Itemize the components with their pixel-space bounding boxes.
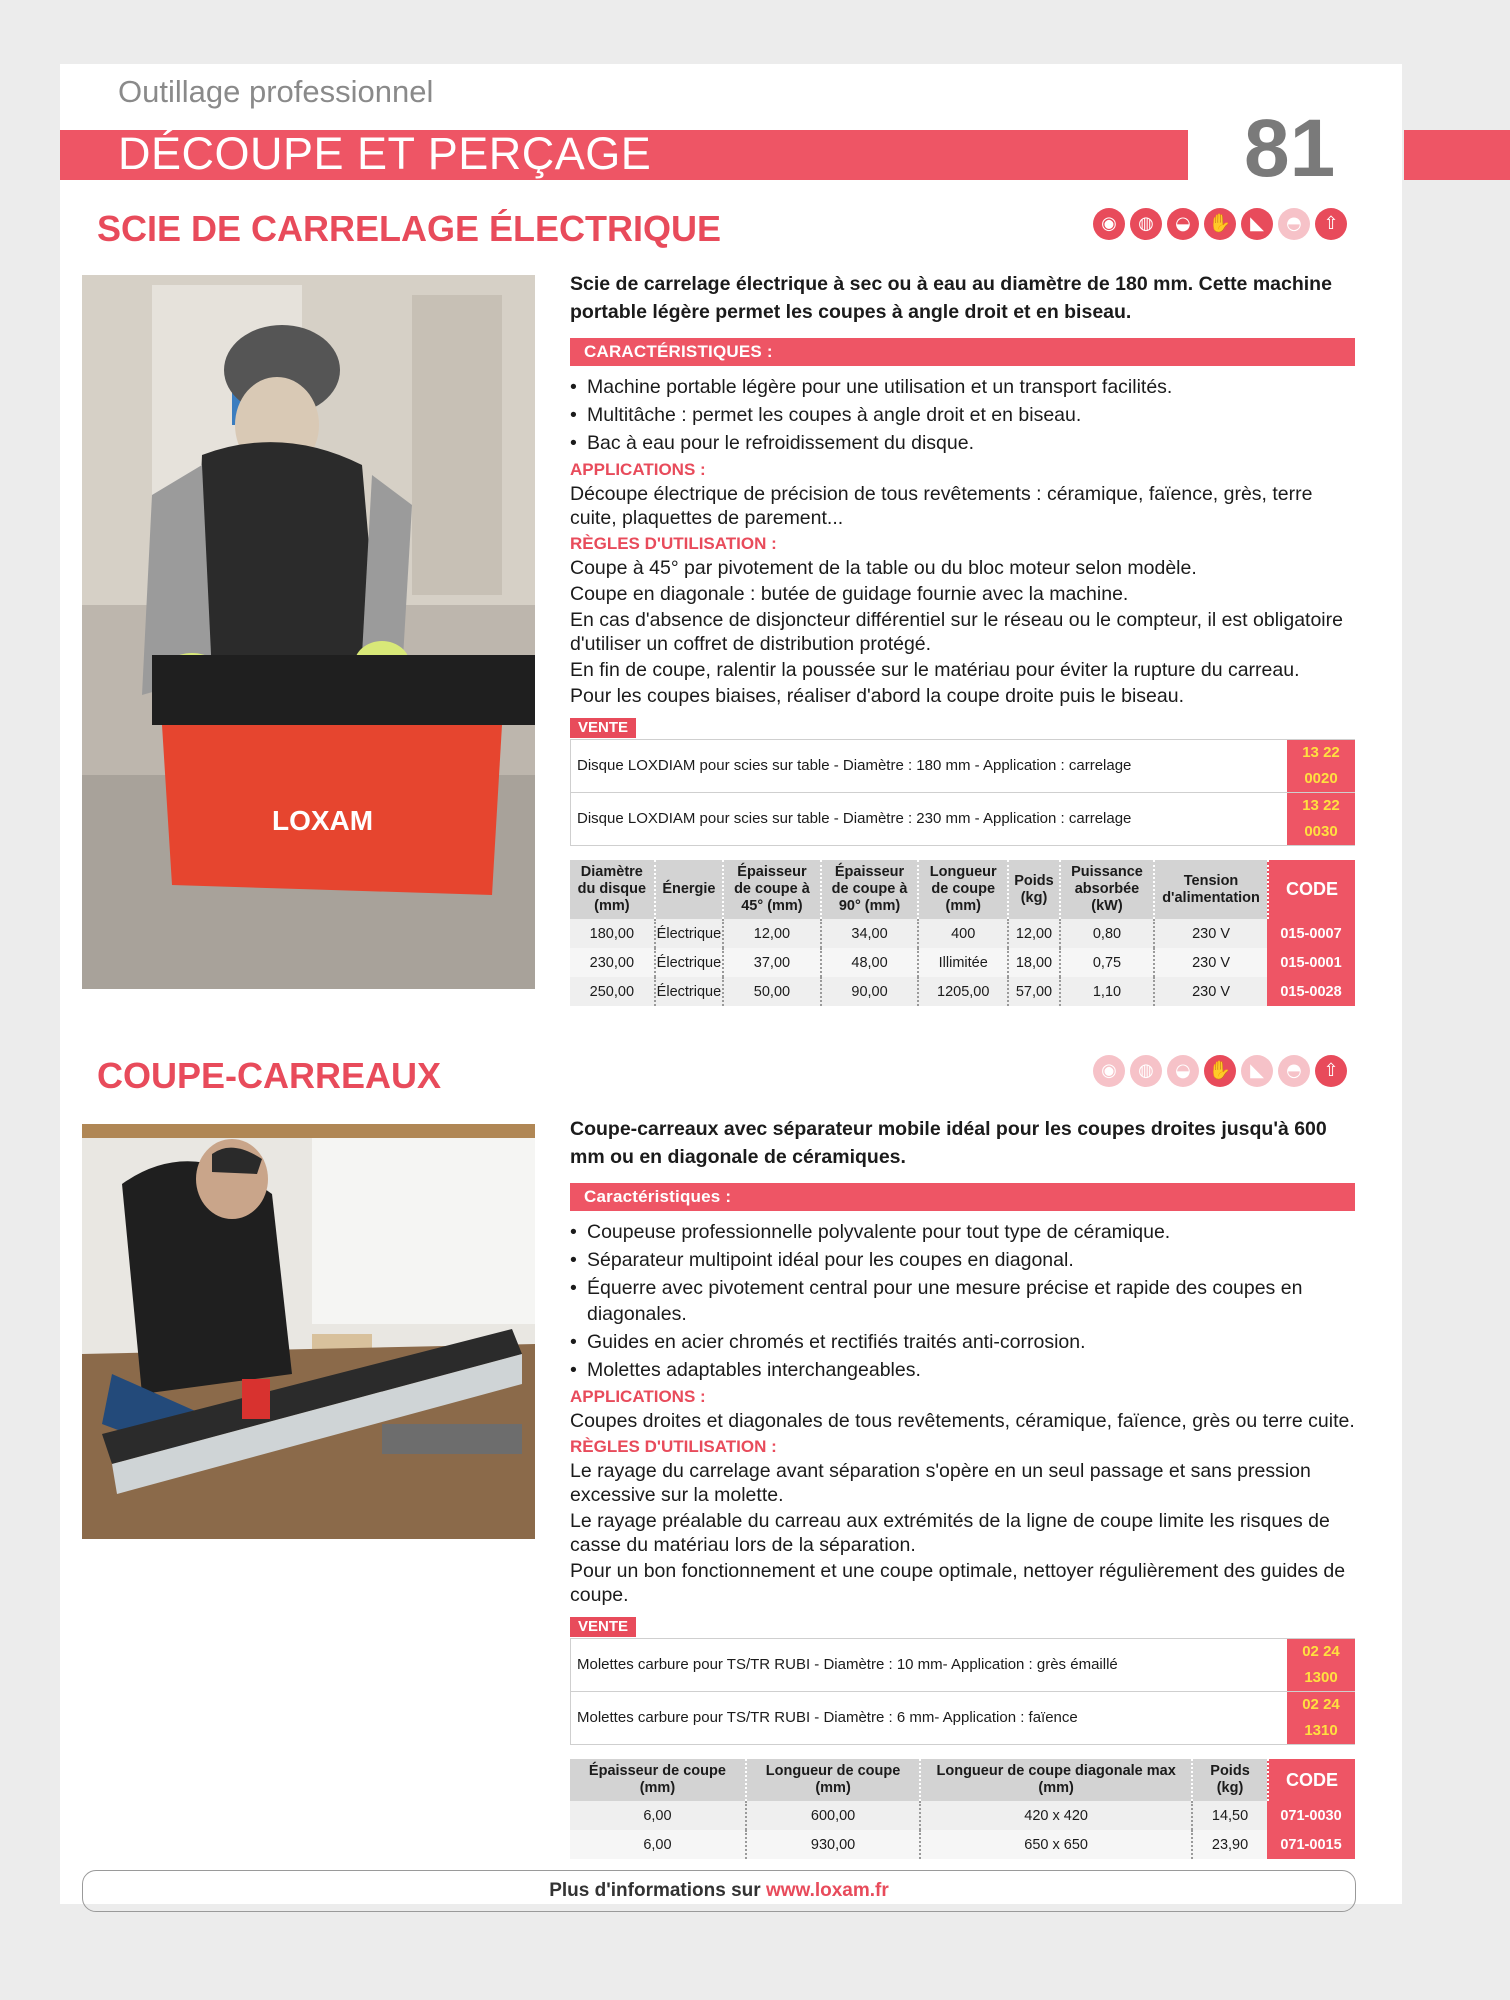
spec-cell: 50,00: [722, 977, 820, 1006]
tile-cutter-rules-label: RÈGLES D'UTILISATION :: [570, 1437, 777, 1456]
tile-saw-vente-label: VENTE: [570, 718, 636, 738]
spec-cell: Électrique: [654, 977, 722, 1006]
rule-item: Pour les coupes biaises, réaliser d'abord la coupe droite puis le biseau.: [570, 685, 1185, 707]
manual-icon: ⇧: [1315, 208, 1347, 240]
gloves-icon: ✋: [1204, 208, 1236, 240]
tile-saw-features-list: [570, 374, 1355, 456]
loxam-logo: LOXAM: [272, 805, 374, 836]
section-title-tile-saw: SCIE DE CARRELAGE ÉLECTRIQUE: [97, 208, 722, 249]
product-code-cell: 015-0028: [1267, 977, 1355, 1006]
vente-code: 02 24 1310: [1287, 1692, 1355, 1745]
tile-cutter-features-list: [570, 1219, 1355, 1383]
vente-description: Molettes carbure pour TS/TR RUBI - Diamètre : 6 mm- Application : faïence: [571, 1692, 1288, 1745]
tile-saw-applications-text: Découpe électrique de précision de tous revêtements : céramique, faïence, grès, terre cuite, plaquettes de parement...: [570, 483, 1313, 529]
tile-cutter-description: [570, 1115, 1355, 1859]
spec-column-header: Tension d'alimentation: [1153, 860, 1267, 919]
spec-cell: 600,00: [745, 1801, 919, 1830]
ear-protection-icon: ◍: [1130, 1055, 1162, 1087]
rule-item: Le rayage préalable du carreau aux extrémités de la ligne de coupe limite les risques de casse du matériau lors de la séparation.: [570, 1510, 1330, 1556]
spec-column-header: Épaisseur de coupe (mm): [570, 1759, 745, 1801]
vente-description: Disque LOXDIAM pour scies sur table - Diamètre : 230 mm - Application : carrelage: [571, 793, 1288, 846]
spec-cell: 230 V: [1153, 948, 1267, 977]
rule-item: Coupe à 45° par pivotement de la table ou du bloc moteur selon modèle.: [570, 557, 1197, 579]
rule-item: Pour un bon fonctionnement et une coupe optimale, nettoyer régulièrement des guides de coupe.: [570, 1560, 1346, 1606]
spec-cell: 48,00: [820, 948, 918, 977]
catalog-subtitle: Outillage professionnel: [118, 74, 434, 109]
spec-column-header: Poids (kg): [1007, 860, 1059, 919]
feature-item: • Équerre avec pivotement central pour une mesure précise et rapide des coupes en diagonales.: [570, 1275, 1355, 1327]
vente-row: [571, 1692, 1356, 1745]
vente-code: 02 24 1300: [1287, 1639, 1355, 1692]
tile-cutter-intro: Coupe-carreaux avec séparateur mobile idéal pour les coupes droites jusqu'à 600 mm ou en diagonale de céramiques.: [570, 1118, 1327, 1168]
spec-column-header: Longueur de coupe (mm): [745, 1759, 919, 1801]
spec-cell: 90,00: [820, 977, 918, 1006]
protective-clothing-icon: ◓: [1278, 208, 1310, 240]
spec-cell: 12,00: [1007, 919, 1059, 948]
feature-item: • Machine portable légère pour une utilisation et un transport facilités.: [570, 374, 1355, 400]
safety-icons-tile-saw: [1093, 208, 1347, 240]
rule-item: En fin de coupe, ralentir la poussée sur le matériau pour éviter la rupture du carreau.: [570, 659, 1300, 681]
spec-cell: 0,75: [1059, 948, 1153, 977]
tile-saw-rules-list: [570, 556, 1355, 708]
spec-cell: 930,00: [745, 1830, 919, 1859]
spec-cell: 1,10: [1059, 977, 1153, 1006]
tile-saw-description: [570, 270, 1355, 1006]
spec-column-header: Longueur de coupe (mm): [917, 860, 1007, 919]
vente-description: Molettes carbure pour TS/TR RUBI - Diamètre : 10 mm- Application : grès émaillé: [571, 1639, 1288, 1692]
feature-item: • Séparateur multipoint idéal pour les coupes en diagonal.: [570, 1247, 1355, 1273]
spec-cell: 650 x 650: [919, 1830, 1191, 1859]
spec-column-header: Épaisseur de coupe à 90° (mm): [820, 860, 918, 919]
spec-cell: 12,00: [722, 919, 820, 948]
spec-cell: 230 V: [1153, 919, 1267, 948]
footer-text: Plus d'informations sur: [549, 1880, 766, 1901]
table-row: [570, 977, 1355, 1006]
spec-column-header: CODE: [1267, 860, 1355, 919]
tile-saw-photo-illustration: [82, 275, 535, 989]
spec-cell: 6,00: [570, 1830, 745, 1859]
footer-info-bar: [82, 1870, 1356, 1912]
spec-cell: 18,00: [1007, 948, 1059, 977]
spec-cell: 14,50: [1191, 1801, 1267, 1830]
vente-row: [571, 1639, 1356, 1692]
ear-protection-icon: ◍: [1130, 208, 1162, 240]
tile-cutter-applications-text: Coupes droites et diagonales de tous revêtements, céramique, faïence, grès ou terre cuite.: [570, 1410, 1355, 1432]
footer-link[interactable]: www.loxam.fr: [765, 1880, 889, 1901]
safety-shoes-icon: ◣: [1241, 1055, 1273, 1087]
tile-saw-rules-label: RÈGLES D'UTILISATION :: [570, 534, 777, 553]
spec-cell: Électrique: [654, 919, 722, 948]
dust-mask-icon: ◒: [1167, 1055, 1199, 1087]
spec-column-header: CODE: [1267, 1759, 1355, 1801]
spec-cell: Électrique: [654, 948, 722, 977]
spec-cell: 420 x 420: [919, 1801, 1191, 1830]
safety-glasses-icon: ◉: [1093, 208, 1125, 240]
gloves-icon: ✋: [1204, 1055, 1236, 1087]
spec-column-header: Longueur de coupe diagonale max (mm): [919, 1759, 1191, 1801]
feature-item: • Guides en acier chromés et rectifiés traités anti-corrosion.: [570, 1329, 1355, 1355]
vente-row: [571, 793, 1356, 846]
spec-cell: 180,00: [570, 919, 654, 948]
rule-item: Coupe en diagonale : butée de guidage fournie avec la machine.: [570, 583, 1129, 605]
spec-cell: 0,80: [1059, 919, 1153, 948]
spec-cell: 1205,00: [917, 977, 1007, 1006]
tile-cutter-spec-table: [570, 1759, 1355, 1859]
spec-cell: 400: [917, 919, 1007, 948]
category-band-tab: [1404, 130, 1510, 180]
spec-cell: Illimitée: [917, 948, 1007, 977]
tile-cutter-applications-label: APPLICATIONS :: [570, 1387, 706, 1406]
category-title: DÉCOUPE ET PERÇAGE: [118, 128, 652, 179]
feature-item: • Molettes adaptables interchangeables.: [570, 1357, 1355, 1383]
spec-column-header: Épaisseur de coupe à 45° (mm): [722, 860, 820, 919]
tile-saw-vente-table: [570, 739, 1355, 846]
photo-tile-cutter: [82, 1124, 535, 1539]
vente-code: 13 22 0020: [1287, 740, 1355, 793]
protective-clothing-icon: ◓: [1278, 1055, 1310, 1087]
tile-saw-intro: Scie de carrelage électrique à sec ou à eau au diamètre de 180 mm. Cette machine portable légère permet les coupes à angle droit et en biseau.: [570, 273, 1332, 323]
tile-cutter-vente-label: VENTE: [570, 1617, 636, 1637]
tile-saw-spec-table: [570, 860, 1355, 1006]
rule-item: Le rayage du carrelage avant séparation s'opère en un seul passage et sans pression excessive sur la molette.: [570, 1460, 1311, 1506]
spec-cell: 23,90: [1191, 1830, 1267, 1859]
vente-description: Disque LOXDIAM pour scies sur table - Diamètre : 180 mm - Application : carrelage: [571, 740, 1288, 793]
table-row: [570, 1830, 1355, 1859]
tile-cutter-photo-illustration: [82, 1124, 535, 1539]
table-row: [570, 948, 1355, 977]
manual-icon: ⇧: [1315, 1055, 1347, 1087]
tile-cutter-features-bar: Caractéristiques :: [570, 1183, 1355, 1211]
spec-cell: 230 V: [1153, 977, 1267, 1006]
spec-cell: 6,00: [570, 1801, 745, 1830]
feature-item: • Bac à eau pour le refroidissement du disque.: [570, 430, 1355, 456]
spec-cell: 230,00: [570, 948, 654, 977]
spec-cell: 37,00: [722, 948, 820, 977]
tile-cutter-rules-list: [570, 1459, 1355, 1607]
spec-header-row: [570, 1759, 1355, 1801]
spec-cell: 250,00: [570, 977, 654, 1006]
safety-shoes-icon: ◣: [1241, 208, 1273, 240]
feature-item: • Coupeuse professionnelle polyvalente pour tout type de céramique.: [570, 1219, 1355, 1245]
safety-glasses-icon: ◉: [1093, 1055, 1125, 1087]
vente-code: 13 22 0030: [1287, 793, 1355, 846]
spec-column-header: Poids (kg): [1191, 1759, 1267, 1801]
tile-saw-applications-label: APPLICATIONS :: [570, 460, 706, 479]
spec-column-header: Diamètre du disque (mm): [570, 860, 654, 919]
feature-item: • Multitâche : permet les coupes à angle droit et en biseau.: [570, 402, 1355, 428]
spec-column-header: Énergie: [654, 860, 722, 919]
table-row: [570, 919, 1355, 948]
table-row: [570, 1801, 1355, 1830]
photo-tile-saw: [82, 275, 535, 989]
spec-cell: 34,00: [820, 919, 918, 948]
product-code-cell: 071-0015: [1267, 1830, 1355, 1859]
rule-item: En cas d'absence de disjoncteur différentiel sur le réseau ou le compteur, il est obligatoire d'utiliser un coffret de distribution protégé.: [570, 609, 1343, 655]
spec-cell: 57,00: [1007, 977, 1059, 1006]
spec-column-header: Puissance absorbée (kW): [1059, 860, 1153, 919]
vente-row: [571, 740, 1356, 793]
product-code-cell: 071-0030: [1267, 1801, 1355, 1830]
product-code-cell: 015-0007: [1267, 919, 1355, 948]
tile-saw-features-bar: CARACTÉRISTIQUES :: [570, 338, 1355, 366]
section-title-tile-cutter: COUPE-CARREAUX: [97, 1055, 442, 1096]
tile-cutter-vente-table: [570, 1638, 1355, 1745]
product-code-cell: 015-0001: [1267, 948, 1355, 977]
safety-icons-tile-cutter: [1093, 1055, 1347, 1087]
page-number: 81: [1244, 103, 1336, 194]
dust-mask-icon: ◒: [1167, 208, 1199, 240]
spec-header-row: [570, 860, 1355, 919]
